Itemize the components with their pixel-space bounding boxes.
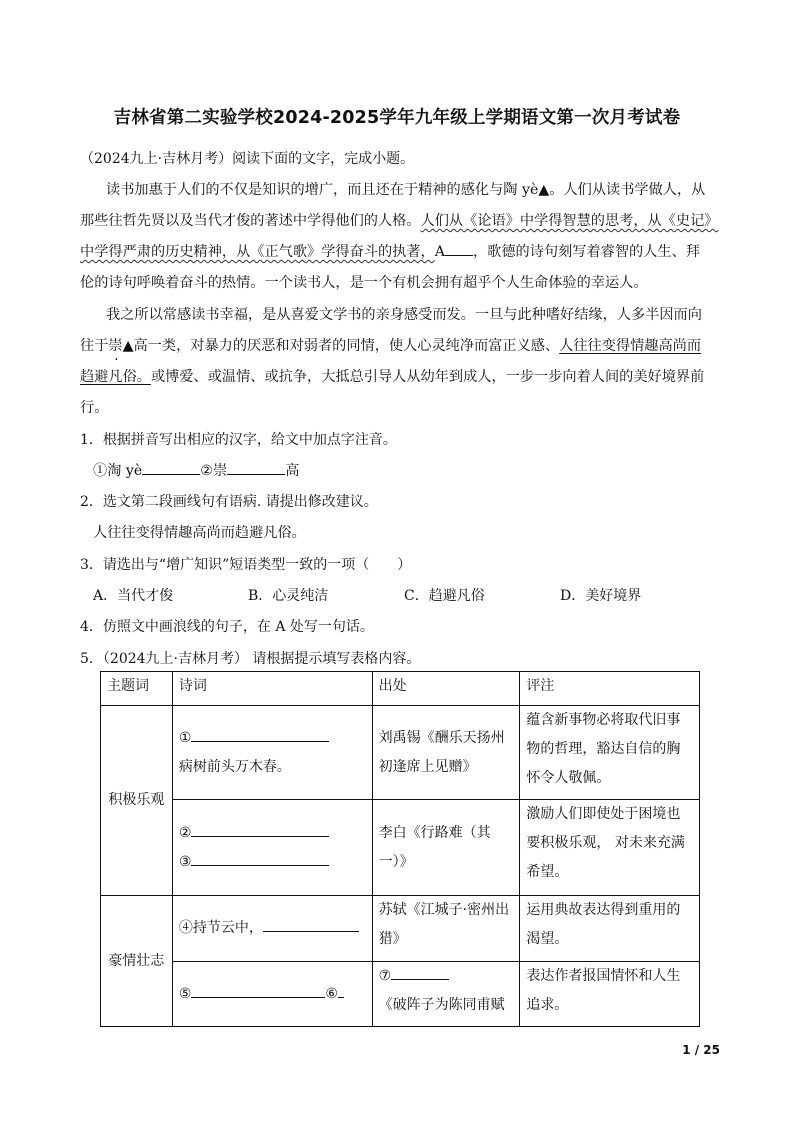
- passage-intro: （2024九上·吉林月考）阅读下面的文字，完成小题。: [80, 151, 415, 167]
- poem-cell-4: [172, 962, 372, 1027]
- blank-mark-5: ⑤: [178, 985, 192, 1002]
- document-title: 吉林省第二实验学校2024-2025学年九年级上学期语文第一次月考试卷: [113, 108, 681, 128]
- passage-p2-line2: [80, 335, 701, 355]
- passage-p2-line3: [80, 366, 704, 386]
- note-cell-1: 蕴含新事物必将取代旧事物的哲理，豁达自信的胸怀令人敬佩。: [520, 706, 700, 800]
- question-2: 2．选文第二段画线句有语病. 请提出修改建议。: [80, 494, 378, 510]
- question-4: 4．仿照文中画浪线的句子，在 A 处写一句话。: [80, 619, 374, 635]
- blank-mark-2: ②: [178, 824, 192, 841]
- poem-cell-3: [172, 896, 372, 962]
- answer-blank-2[interactable]: [227, 460, 285, 475]
- blank-label-a: A: [434, 244, 445, 260]
- wavy-underlined-sentence: 人们从《论语》中学得智慧的思考，从《史记》: [420, 213, 719, 229]
- q3-option-a[interactable]: A．当代才俊: [93, 588, 174, 604]
- source-cell-3: 苏轼《江城子·密州出猎》: [372, 896, 520, 962]
- theme-ambition: 豪情壮志: [101, 896, 173, 1027]
- q3-option-b[interactable]: B．心灵纯洁: [248, 588, 329, 604]
- note-cell-2: 激励人们即使处于困境也要积极乐观， 对未来充满希望。: [520, 800, 700, 896]
- poem-cell-1: [172, 706, 372, 800]
- q3-option-c[interactable]: C．趋避凡俗: [404, 588, 485, 604]
- poem-cell-2: [172, 800, 372, 896]
- q1-item-a: ①淘 yè: [93, 463, 143, 479]
- dotted-character: 崇: [108, 338, 123, 354]
- question-2-sentence: 人往往变得情趣高尚而趋避凡俗。: [93, 525, 306, 541]
- poem-blank-2[interactable]: [191, 822, 329, 837]
- poem-line: ④持节云中，: [178, 920, 263, 936]
- table-header-row: [101, 672, 700, 706]
- poem-blank-4[interactable]: [263, 917, 359, 932]
- blank-mark-1: ①: [178, 729, 192, 746]
- passage-p1-line3: [80, 241, 700, 261]
- passage-p1-line2: [80, 210, 718, 230]
- poem-blank-1[interactable]: [191, 727, 329, 742]
- q1-item-c: 高: [285, 463, 300, 479]
- answer-blank-1[interactable]: [142, 460, 200, 475]
- poem-blank-6[interactable]: [338, 983, 344, 998]
- source-cell-4: [372, 962, 520, 1027]
- table-row: [101, 962, 700, 1027]
- passage-p2-line4: 行。: [80, 400, 109, 416]
- q3-option-d[interactable]: D．美好境界: [560, 588, 642, 604]
- table-row: [101, 706, 700, 800]
- passage-p2-line1: 我之所以常感读书幸福，是从喜爱文学书的亲身感受而发。一旦与此种嗜好结缘，人多半因而向: [106, 307, 702, 323]
- note-cell-4: 表达作者报国情怀和人生追求。: [520, 962, 700, 1027]
- page-number: 1 / 25: [682, 1043, 720, 1057]
- source-cell-1: 刘禹锡《酬乐天扬州初逢席上见赠》: [372, 706, 520, 800]
- header-source: 出处: [372, 672, 520, 706]
- poem-line: 病树前头万木春。: [178, 758, 291, 775]
- header-poem: 诗词: [172, 672, 372, 706]
- header-note: 评注: [520, 672, 700, 706]
- blank-mark-7: ⑦: [378, 968, 392, 984]
- note-cell-3: 运用典故表达得到重用的渴望。: [520, 896, 700, 962]
- text-span: 那些往哲先贤以及当代才俊的著述中学得他们的人格。: [80, 213, 421, 229]
- header-theme: 主题词: [101, 672, 173, 706]
- text-span: ，歌德的诗句刻写着睿智的人生、拜: [472, 244, 700, 260]
- wavy-underlined-sentence-cont: 中学得严肃的历史精神，从《正气歌》学得奋斗的执著，: [80, 244, 435, 260]
- table-row: [101, 896, 700, 962]
- question-1-answers: [93, 460, 299, 480]
- underlined-sentence: 人往往变得情趣高尚而: [559, 338, 702, 354]
- question-1: 1．根据拼音写出相应的汉字，给文中加点字注音。: [80, 432, 397, 448]
- blank-mark-3: ③: [178, 853, 192, 870]
- question-3: 3．请选出与“增广知识”短语类型一致的一项（ ）: [80, 557, 412, 573]
- poem-blank-3[interactable]: [191, 851, 329, 866]
- source-cell-2: 李白《行路难（其一）》: [372, 800, 520, 896]
- table-row: [101, 800, 700, 896]
- passage-p1-line1: 读书加惠于人们的不仅是知识的增广，而且还在于精神的感化与陶 yè▲。人们从读书学做人，从: [106, 182, 706, 198]
- question-5: 5．（2024九上·吉林月考） 请根据提示填写表格内容。: [80, 651, 421, 667]
- blank-a: [445, 241, 473, 256]
- poem-table: [100, 671, 700, 1027]
- text-span: 或博爱、或温情、或抗争，大抵总引导人从幼年到成人，一步一步向着人间的美好境界前: [150, 369, 705, 385]
- poem-blank-5[interactable]: [191, 983, 325, 998]
- underlined-sentence-cont: 趋避凡俗。: [80, 369, 151, 385]
- passage-p1-line4: 伦的诗句呼唤着奋斗的热情。一个读书人，是一个有机会拥有超乎个人生命体验的幸运人。: [80, 275, 648, 291]
- poem-blank-7[interactable]: [391, 965, 449, 980]
- q1-item-b: ②崇: [200, 463, 228, 479]
- source-text: 《破阵子为陈同甫赋: [378, 997, 505, 1013]
- text-span: 往于: [80, 338, 109, 354]
- theme-positive: 积极乐观: [101, 706, 173, 896]
- text-span: ▲高一类，对暴力的厌恶和对弱者的同情，使人心灵纯净而富正义感、: [122, 338, 560, 354]
- blank-mark-6: ⑥: [325, 985, 338, 1002]
